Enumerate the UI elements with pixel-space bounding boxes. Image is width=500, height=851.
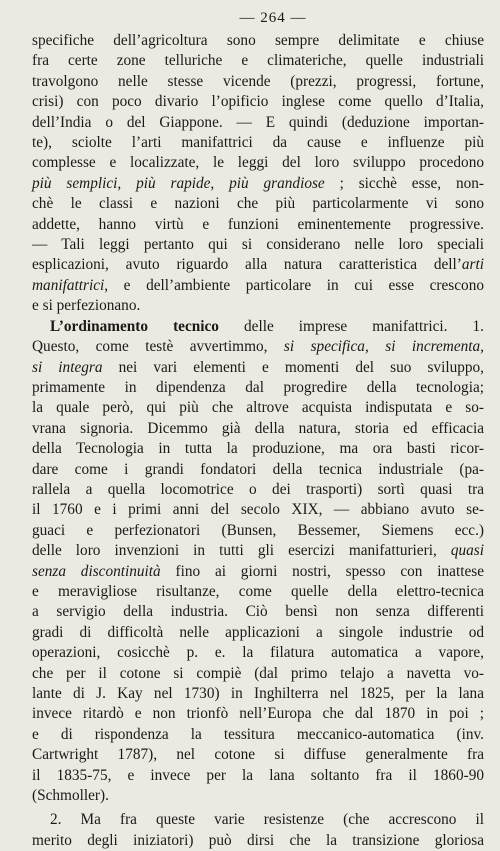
text-line: fra certe zone telluriche e climateriche, quelle industriali — [32, 52, 484, 70]
text-line: chè le classi e nazioni che più particolarmente vi sono — [32, 195, 484, 213]
text-line: crisi) con poco divario l’opificio inglese come quello d’Italia, — [32, 93, 484, 111]
paragraph-1 — [32, 31, 484, 317]
section-heading-line: L’ordinamento tecnico delle imprese manifattrici. 1. — [50, 317, 484, 335]
text-line: (Schmoller). — [32, 787, 109, 805]
page-body — [32, 31, 484, 851]
text-line: dell’India o del Giappone. — E quindi (deduzione importan- — [32, 113, 484, 131]
text-line: il 1835-75, e invece per la lana soltanto fra il 1860-90 — [32, 766, 484, 784]
text-line: travolgono nelle stesse vicende (prezzi, progressi, fortune, — [32, 72, 484, 90]
text-line: e si perfezionano. — [32, 297, 141, 315]
text-line: vrana signoria. Dicemmo già della natura, storia ed efficacia — [32, 419, 484, 437]
text-line: operazioni, cosicchè p. e. la filatura automatica a vapore, — [32, 644, 484, 662]
text-line: a servigio della industria. Ciò bensì non senza differenti — [32, 603, 484, 621]
text-line: gradi di difficoltà nelle applicazioni a singole industrie od — [32, 623, 484, 641]
paragraph-3 — [32, 810, 484, 851]
text-line: senza discontinuità fino ai giorni nostri, spesso con inattese — [32, 562, 484, 580]
text-line: guaci e perfezionatori (Bunsen, Bessemer, Siemens ecc.) — [32, 521, 484, 539]
text-line: merito degli iniziatori) può dirsi che la transizione gloriosa — [32, 831, 484, 849]
text-line: dare come i grandi fondatori della tecnica industriale (pa- — [32, 460, 484, 478]
text-line: il 1760 e i primi anni del secolo XIX, — abbiano avuto se- — [32, 501, 484, 519]
text-line: e di rispondenza la tessitura meccanico-automatica (inv. — [32, 725, 484, 743]
text-line: più semplici, più rapide, più grandiose ; sicchè esse, non- — [32, 174, 484, 192]
text-line: specifiche dell’agricoltura sono sempre delimitate e chiuse — [32, 32, 484, 49]
text-line: delle loro invenzioni in tutti gli esercizi manifatturieri, quasi — [32, 542, 484, 560]
text-line: si integra nei vari elementi e momenti del suo sviluppo, — [32, 358, 484, 376]
text-line: della Tecnologia in tutta la produzione, ma ora basti ricor- — [32, 440, 484, 458]
page-number: — 264 — — [239, 10, 307, 26]
text-line: — Tali leggi pertanto qui si considerano nelle loro speciali — [32, 236, 484, 254]
text-line: primamente in dipendenza dal progredire della tecnologia; — [32, 378, 484, 396]
text-line: Questo, come testè avvertimmo, si specifica, si incrementa, — [32, 338, 484, 356]
text-line: 2. Ma fra queste varie resistenze (che accrescono il — [50, 811, 484, 829]
text-line: esplicazioni, avuto riguardo alla natura caratteristica dell’arti — [32, 256, 484, 274]
text-line: e meravigliose risultanze, come quelle della elettro-tecnica — [32, 582, 484, 600]
text-line: te), sciolte l’arti manifattrici da cause e influenze più — [32, 134, 484, 152]
text-line: che per il cotone si compiè (dal primo telajo a navetta vo- — [32, 664, 484, 682]
text-line: addette, hanno virtù e funzioni eminentemente progressive. — [32, 215, 484, 233]
paragraph-2 — [32, 317, 484, 807]
text-line: Cartwright 1787), nel cotone si diffuse generalmente fra — [32, 746, 484, 764]
text-line: la quale però, qui più che altrove acquista indisputata e so- — [32, 399, 484, 417]
text-line: complesse e localizzate, le leggi del loro sviluppo procedono — [32, 154, 484, 172]
text-line: invece ritardò e non trionfò nell’Europa che dal 1870 in poi ; — [32, 705, 484, 723]
text-line: rallela a quella locomotrice o dei trasporti) sortì quasi tra — [32, 480, 484, 498]
text-line: lante di J. Kay nel 1730) in Inghilterra nel 1825, per la lana — [32, 685, 484, 702]
text-line: manifattrici, e dell’ambiente particolare in cui esse crescono — [32, 276, 484, 294]
